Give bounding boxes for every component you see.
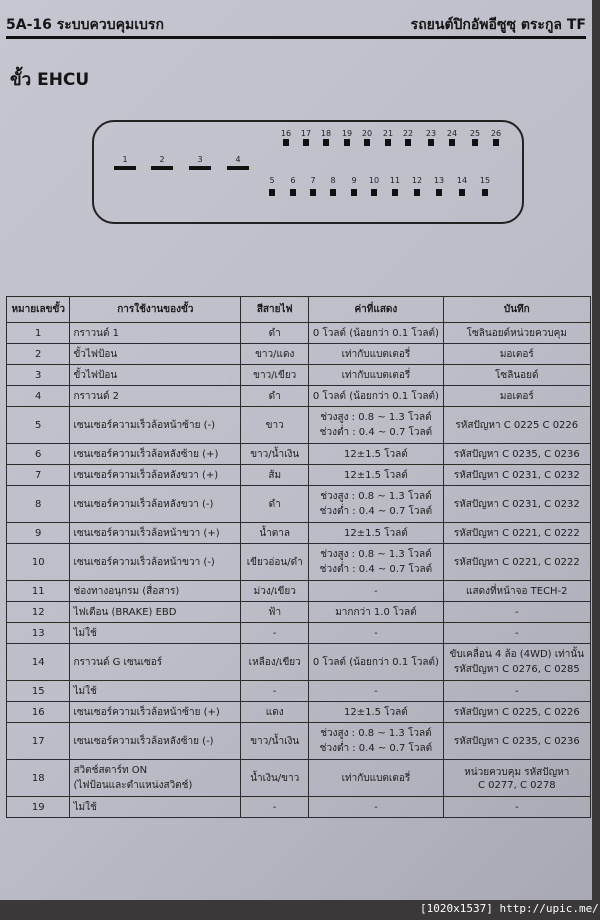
- table-row: [7, 465, 591, 486]
- pin-label: 26: [490, 129, 502, 138]
- cell-value: 12±1.5 โวลต์: [309, 465, 443, 486]
- pin-4: [227, 166, 249, 170]
- cell-no: 2: [7, 344, 70, 365]
- cell-value: เท่ากับแบตเตอรี่: [309, 760, 443, 797]
- cell-color: ดำ: [241, 486, 309, 523]
- pin-label: 13: [433, 176, 445, 185]
- pin-label: 23: [425, 129, 437, 138]
- pin-label: 18: [320, 129, 332, 138]
- cell-use: เซนเซอร์ความเร็วล้อหลังซ้าย (-): [70, 723, 241, 760]
- pin-15: [482, 189, 488, 196]
- cell-value: -: [309, 681, 443, 702]
- column-header: หมายเลขขั้ว: [7, 297, 70, 323]
- pin-7: [310, 189, 316, 196]
- cell-use: เซนเซอร์ความเร็วล้อหน้าขวา (-): [70, 544, 241, 581]
- cell-no: 3: [7, 365, 70, 386]
- cell-use: ไม่ใช้: [70, 681, 241, 702]
- cell-color: ม่วง/เขียว: [241, 581, 309, 602]
- cell-use: เซนเซอร์ความเร็วล้อหน้าซ้าย (-): [70, 407, 241, 444]
- table-row: [7, 644, 591, 681]
- cell-no: 17: [7, 723, 70, 760]
- cell-use: ช่องทางอนุกรม (สื่อสาร): [70, 581, 241, 602]
- cell-no: 18: [7, 760, 70, 797]
- cell-no: 14: [7, 644, 70, 681]
- cell-use: เซนเซอร์ความเร็วล้อหลังขวา (+): [70, 465, 241, 486]
- cell-note: รหัสปัญหา C 0235, C 0236: [443, 723, 590, 760]
- cell-color: น้ำเงิน/ขาว: [241, 760, 309, 797]
- pin-19: [344, 139, 350, 146]
- table-row: [7, 323, 591, 344]
- cell-no: 9: [7, 523, 70, 544]
- cell-color: ขาว: [241, 407, 309, 444]
- pin-label: 5: [269, 176, 275, 185]
- cell-color: ดำ: [241, 323, 309, 344]
- pin-label: 4: [235, 155, 241, 164]
- table-row: [7, 386, 591, 407]
- pin-8: [330, 189, 336, 196]
- pin-25: [472, 139, 478, 146]
- cell-value: ช่วงสูง : 0.8 ~ 1.3 โวลต์ ช่วงต่ำ : 0.4 ~ 0.7 โวลต์: [309, 407, 443, 444]
- column-header: สีสายไฟ: [241, 297, 309, 323]
- column-header: บันทึก: [443, 297, 590, 323]
- cell-color: ดำ: [241, 386, 309, 407]
- cell-note: -: [443, 797, 590, 818]
- cell-note: มอเตอร์: [443, 344, 590, 365]
- cell-note: ขับเคลื่อน 4 ล้อ (4WD) เท่านั้น รหัสปัญหา C 0276, C 0285: [443, 644, 590, 681]
- pin-3: [189, 166, 211, 170]
- cell-use: กราวนด์ G เซนเซอร์: [70, 644, 241, 681]
- pin-21: [385, 139, 391, 146]
- pin-16: [283, 139, 289, 146]
- cell-no: 13: [7, 623, 70, 644]
- cell-note: โซลินอยด์หน่วยควบคุม: [443, 323, 590, 344]
- cell-no: 8: [7, 486, 70, 523]
- cell-no: 10: [7, 544, 70, 581]
- cell-value: เท่ากับแบตเตอรี่: [309, 365, 443, 386]
- pin-label: 19: [341, 129, 353, 138]
- pin-label: 3: [197, 155, 203, 164]
- pin-label: 2: [159, 155, 165, 164]
- pin-label: 8: [330, 176, 336, 185]
- cell-note: -: [443, 602, 590, 623]
- cell-color: -: [241, 623, 309, 644]
- cell-no: 15: [7, 681, 70, 702]
- cell-value: -: [309, 797, 443, 818]
- cell-use: ขั้วไฟป้อน: [70, 365, 241, 386]
- table-row: [7, 702, 591, 723]
- cell-color: ส้ม: [241, 465, 309, 486]
- cell-color: ขาว/แดง: [241, 344, 309, 365]
- pin-label: 10: [368, 176, 380, 185]
- table-row: [7, 623, 591, 644]
- cell-value: มากกว่า 1.0 โวลต์: [309, 602, 443, 623]
- pin-label: 6: [290, 176, 296, 185]
- pin-2: [151, 166, 173, 170]
- cell-value: -: [309, 581, 443, 602]
- cell-no: 5: [7, 407, 70, 444]
- cell-note: รหัสปัญหา C 0225, C 0226: [443, 702, 590, 723]
- pin-5: [269, 189, 275, 196]
- pin-17: [303, 139, 309, 146]
- table-row: [7, 581, 591, 602]
- table-row: [7, 681, 591, 702]
- cell-note: มอเตอร์: [443, 386, 590, 407]
- cell-note: -: [443, 681, 590, 702]
- cell-note: -: [443, 623, 590, 644]
- cell-no: 1: [7, 323, 70, 344]
- cell-color: -: [241, 681, 309, 702]
- table-row: [7, 444, 591, 465]
- section-title: ขั้ว EHCU: [10, 70, 90, 90]
- terminal-table: [6, 296, 591, 818]
- cell-note: แสดงที่หน้าจอ TECH-2: [443, 581, 590, 602]
- cell-use: กราวนด์ 2: [70, 386, 241, 407]
- pin-label: 12: [411, 176, 423, 185]
- pin-label: 17: [300, 129, 312, 138]
- pin-label: 1: [122, 155, 128, 164]
- cell-use: กราวนด์ 1: [70, 323, 241, 344]
- pin-24: [449, 139, 455, 146]
- table-row: [7, 407, 591, 444]
- pin-11: [392, 189, 398, 196]
- cell-value: ช่วงสูง : 0.8 ~ 1.3 โวลต์ ช่วงต่ำ : 0.4 ~ 0.7 โวลต์: [309, 544, 443, 581]
- header-right: รถยนต์ปิกอัพอีซูซุ ตระกูล TF: [410, 17, 586, 33]
- cell-use: เซนเซอร์ความเร็วล้อหน้าขวา (+): [70, 523, 241, 544]
- pin-12: [414, 189, 420, 196]
- cell-no: 16: [7, 702, 70, 723]
- cell-color: ขาว/น้ำเงิน: [241, 444, 309, 465]
- cell-note: โซลินอยด์: [443, 365, 590, 386]
- cell-color: น้ำตาล: [241, 523, 309, 544]
- cell-color: -: [241, 797, 309, 818]
- pin-label: 9: [351, 176, 357, 185]
- cell-color: เขียวอ่อน/ดำ: [241, 544, 309, 581]
- table-row: [7, 365, 591, 386]
- cell-note: หน่วยควบคุม รหัสปัญหา C 0277, C 0278: [443, 760, 590, 797]
- cell-note: รหัสปัญหา C 0221, C 0222: [443, 523, 590, 544]
- cell-use: ไม่ใช้: [70, 797, 241, 818]
- pin-18: [323, 139, 329, 146]
- cell-color: แดง: [241, 702, 309, 723]
- cell-no: 19: [7, 797, 70, 818]
- cell-use: ไฟเตือน (BRAKE) EBD: [70, 602, 241, 623]
- cell-no: 4: [7, 386, 70, 407]
- cell-use: เซนเซอร์ความเร็วล้อหลังซ้าย (+): [70, 444, 241, 465]
- pin-1: [114, 166, 136, 170]
- column-header: ค่าที่แสดง: [309, 297, 443, 323]
- pin-label: 20: [361, 129, 373, 138]
- pin-14: [459, 189, 465, 196]
- table-row: [7, 602, 591, 623]
- pin-22: [405, 139, 411, 146]
- cell-color: ฟ้า: [241, 602, 309, 623]
- cell-use: ขั้วไฟป้อน: [70, 344, 241, 365]
- cell-value: เท่ากับแบตเตอรี่: [309, 344, 443, 365]
- cell-value: 12±1.5 โวลต์: [309, 444, 443, 465]
- header-left: 5A-16 ระบบควบคุมเบรก: [6, 17, 164, 33]
- cell-note: รหัสปัญหา C 0221, C 0222: [443, 544, 590, 581]
- cell-value: 12±1.5 โวลต์: [309, 523, 443, 544]
- table-row: [7, 523, 591, 544]
- cell-color: ขาว/เขียว: [241, 365, 309, 386]
- cell-value: 0 โวลต์ (น้อยกว่า 0.1 โวลต์): [309, 386, 443, 407]
- cell-value: ช่วงสูง : 0.8 ~ 1.3 โวลต์ ช่วงต่ำ : 0.4 ~ 0.7 โวลต์: [309, 723, 443, 760]
- cell-use: ไม่ใช้: [70, 623, 241, 644]
- image-footer: [1020x1537] http://upic.me/: [420, 902, 599, 915]
- table-row: [7, 486, 591, 523]
- pin-13: [436, 189, 442, 196]
- pin-label: 22: [402, 129, 414, 138]
- pin-label: 15: [479, 176, 491, 185]
- cell-no: 7: [7, 465, 70, 486]
- table-row: [7, 723, 591, 760]
- table-row: [7, 544, 591, 581]
- pin-label: 14: [456, 176, 468, 185]
- cell-value: 12±1.5 โวลต์: [309, 702, 443, 723]
- pin-9: [351, 189, 357, 196]
- column-header: การใช้งานของขั้ว: [70, 297, 241, 323]
- cell-no: 12: [7, 602, 70, 623]
- pin-label: 11: [389, 176, 401, 185]
- pin-label: 7: [310, 176, 316, 185]
- pin-20: [364, 139, 370, 146]
- pin-label: 16: [280, 129, 292, 138]
- pin-10: [371, 189, 377, 196]
- cell-no: 11: [7, 581, 70, 602]
- table-row: [7, 797, 591, 818]
- cell-use: สวิตช์สตาร์ท ON (ไฟป้อนและตำแหน่งสวิตช์): [70, 760, 241, 797]
- cell-note: รหัสปัญหา C 0231, C 0232: [443, 486, 590, 523]
- table-header-row: [7, 297, 591, 323]
- cell-use: เซนเซอร์ความเร็วล้อหลังขวา (-): [70, 486, 241, 523]
- pin-26: [493, 139, 499, 146]
- cell-use: เซนเซอร์ความเร็วล้อหน้าซ้าย (+): [70, 702, 241, 723]
- cell-color: ขาว/น้ำเงิน: [241, 723, 309, 760]
- page-header: [6, 10, 586, 39]
- pin-label: 25: [469, 129, 481, 138]
- table-row: [7, 344, 591, 365]
- pin-23: [428, 139, 434, 146]
- cell-color: เหลือง/เขียว: [241, 644, 309, 681]
- cell-value: -: [309, 623, 443, 644]
- pin-6: [290, 189, 296, 196]
- cell-value: 0 โวลต์ (น้อยกว่า 0.1 โวลต์): [309, 323, 443, 344]
- pin-label: 24: [446, 129, 458, 138]
- cell-note: รหัสปัญหา C 0231, C 0232: [443, 465, 590, 486]
- table-row: [7, 760, 591, 797]
- cell-no: 6: [7, 444, 70, 465]
- cell-note: รหัสปัญหา C 0235, C 0236: [443, 444, 590, 465]
- cell-value: ช่วงสูง : 0.8 ~ 1.3 โวลต์ ช่วงต่ำ : 0.4 ~ 0.7 โวลต์: [309, 486, 443, 523]
- cell-value: 0 โวลต์ (น้อยกว่า 0.1 โวลต์): [309, 644, 443, 681]
- cell-note: รหัสปัญหา C 0225 C 0226: [443, 407, 590, 444]
- pin-label: 21: [382, 129, 394, 138]
